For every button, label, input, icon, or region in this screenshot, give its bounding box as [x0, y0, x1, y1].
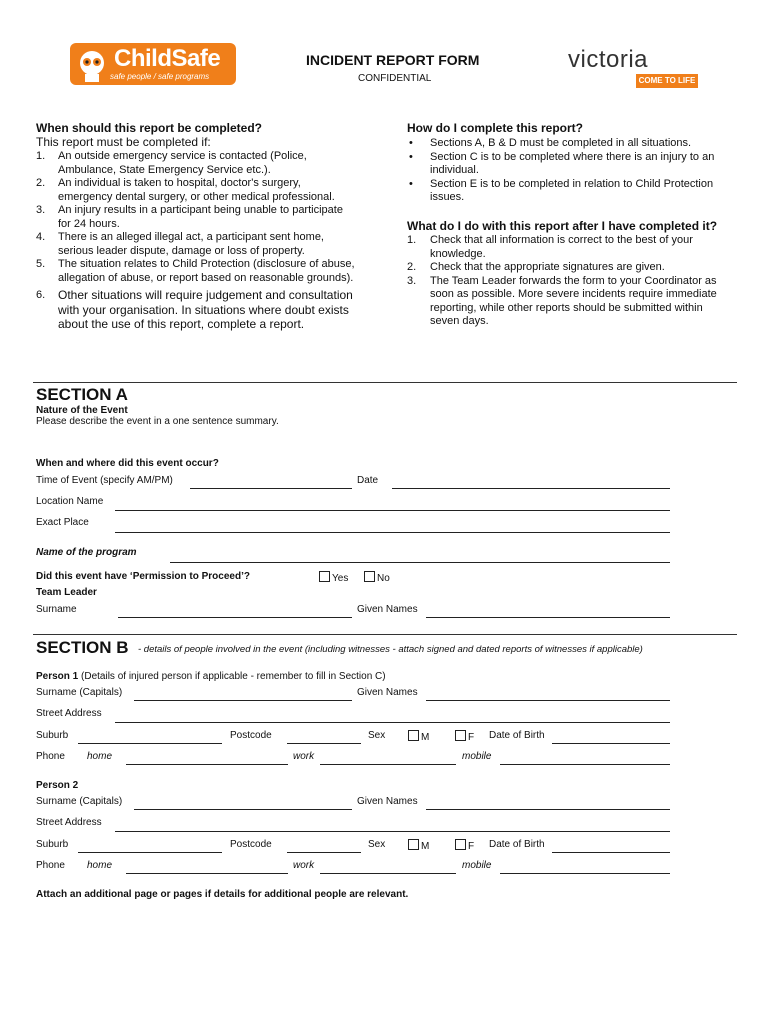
bullet-icon: •: [409, 177, 413, 190]
attach-note: Attach an additional page or pages if details for additional people are relevant.: [36, 889, 409, 900]
childsafe-logo: [70, 43, 236, 85]
p1-surname-field[interactable]: [134, 700, 352, 701]
place-field[interactable]: [115, 532, 670, 533]
victoria-logo-tagline: COME TO LIFE: [636, 74, 698, 88]
victoria-logo-word: victoria: [568, 46, 649, 73]
mobile-label: mobile: [462, 751, 492, 762]
list-item: 2. Check that the appropriate signatures are given.: [407, 261, 665, 273]
yes-checkbox[interactable]: [319, 571, 348, 584]
list-item: 1. Check that all information is correct to the best of your knowledge.: [407, 234, 693, 260]
place-label: Exact Place: [36, 517, 89, 528]
given-names-label: Given Names: [357, 604, 418, 615]
given-names-label: Given Names: [357, 796, 418, 807]
when-where-label: When and where did this event occur?: [36, 458, 219, 469]
given-names-label: Given Names: [357, 687, 418, 698]
p1-f-checkbox[interactable]: [455, 730, 474, 743]
phone-label: Phone: [36, 751, 65, 762]
list-item: 4. There is an alleged illegal act, a participant sent home, serious leader dispute, damage or loss of property.: [36, 231, 324, 257]
list-item: 6. Other situations will require judgement and consultation with your organisation. In situations where doubt exists about the use of this report, complete a report.: [36, 288, 353, 331]
list-item: 1. An outside emergency service is contacted (Police, Ambulance, State Emergency Service etc.).: [36, 150, 307, 176]
confidential-label: CONFIDENTIAL: [358, 73, 432, 84]
list-item: 3. An injury results in a participant being unable to participate for 24 hours.: [36, 204, 343, 230]
suburb-label: Suburb: [36, 730, 69, 741]
bullet-icon: •: [409, 150, 413, 163]
phone-label: Phone: [36, 860, 65, 871]
person1-note: (Details of injured person if applicable - remember to fill in Section C): [81, 671, 386, 682]
postcode-label: Postcode: [230, 839, 272, 850]
leader-given-field[interactable]: [426, 617, 670, 618]
suburb-label: Suburb: [36, 839, 69, 850]
list-item: • Section C is to be completed where there is an injury to an individual.: [409, 150, 715, 176]
mascot-icon: [74, 47, 110, 83]
home-label: home: [87, 751, 113, 762]
childsafe-logo-word: ChildSafe: [114, 45, 221, 72]
program-label: Name of the program: [36, 547, 137, 558]
list-item: • Sections A, B & D must be completed in all situations.: [409, 137, 692, 149]
p1-suburb-field[interactable]: [78, 743, 222, 744]
when-intro: This report must be completed if:: [36, 135, 211, 149]
section-b-description: - details of people involved in the event (including witnesses - attach signed and dated reports of witnesses if applicable): [138, 644, 643, 655]
divider: [33, 382, 737, 383]
nature-label: Nature of the Event: [36, 405, 128, 416]
p2-m-checkbox[interactable]: [408, 839, 429, 852]
location-label: Location Name: [36, 496, 104, 507]
work-label: work: [293, 860, 315, 871]
f-label: F: [468, 732, 475, 743]
no-checkbox[interactable]: [364, 571, 390, 584]
p2-mobile-field[interactable]: [500, 873, 670, 874]
permission-label: Did this event have ‘Permission to Proceed’?: [36, 571, 250, 582]
postcode-label: Postcode: [230, 730, 272, 741]
person1-label: Person 1: [36, 671, 79, 682]
p2-f-checkbox[interactable]: [455, 839, 474, 852]
list-item: • Section E is to be completed in relation to Child Protection issues.: [409, 177, 714, 203]
p2-home-field[interactable]: [126, 873, 288, 874]
mobile-label: mobile: [462, 860, 492, 871]
nature-hint: Please describe the event in a one sentence summary.: [36, 416, 279, 427]
person1-heading: [36, 671, 386, 682]
list-item: 3. The Team Leader forwards the form to your Coordinator as soon as possible. More severe incidents require immediate reporting, while other reports should be submitted within seven days.: [407, 274, 717, 327]
person2-label: Person 2: [36, 780, 79, 791]
time-label: Time of Event (specify AM/PM): [36, 475, 173, 486]
surname-caps-label: Surname (Capitals): [36, 687, 123, 698]
street-label: Street Address: [36, 708, 102, 719]
list-item: 5. The situation relates to Child Protection (disclosure of abuse, allegation of abuse, or report based on reasonable grounds).: [36, 258, 355, 284]
program-field[interactable]: [170, 562, 670, 563]
p1-given-field[interactable]: [426, 700, 670, 701]
leader-surname-field[interactable]: [118, 617, 352, 618]
home-label: home: [87, 860, 113, 871]
section-a-title: SECTION A: [36, 385, 128, 404]
p1-home-field[interactable]: [126, 764, 288, 765]
p1-work-field[interactable]: [320, 764, 456, 765]
p2-surname-field[interactable]: [134, 809, 352, 810]
surname-caps-label: Surname (Capitals): [36, 796, 123, 807]
dob-label: Date of Birth: [489, 839, 545, 850]
bullet-icon: •: [409, 137, 413, 149]
work-label: work: [293, 751, 315, 762]
p1-postcode-field[interactable]: [287, 743, 361, 744]
when-heading: When should this report be completed?: [36, 121, 263, 135]
p2-given-field[interactable]: [426, 809, 670, 810]
p1-m-checkbox[interactable]: [408, 730, 429, 743]
team-leader-label: Team Leader: [36, 587, 97, 598]
page-title: INCIDENT REPORT FORM: [306, 52, 480, 68]
sex-label: Sex: [368, 839, 386, 850]
p2-postcode-field[interactable]: [287, 852, 361, 853]
p1-street-field[interactable]: [115, 722, 670, 723]
p1-mobile-field[interactable]: [500, 764, 670, 765]
how-heading: How do I complete this report?: [407, 121, 584, 135]
location-field[interactable]: [115, 510, 670, 511]
section-b-title: SECTION B: [36, 638, 129, 657]
sex-label: Sex: [368, 730, 386, 741]
p2-suburb-field[interactable]: [78, 852, 222, 853]
p1-dob-field[interactable]: [552, 743, 670, 744]
list-item: 2. An individual is taken to hospital, doctor's surgery, emergency dental surgery, or other medical professional.: [36, 177, 335, 203]
yes-label: Yes: [332, 573, 349, 584]
date-field[interactable]: [392, 488, 670, 489]
p2-street-field[interactable]: [115, 831, 670, 832]
after-heading: What do I do with this report after I have completed it?: [407, 219, 718, 233]
divider: [33, 634, 737, 635]
childsafe-logo-tagline: safe people / safe programs: [110, 72, 210, 81]
no-label: No: [377, 573, 390, 584]
m-label: M: [421, 732, 430, 743]
time-field[interactable]: [190, 488, 352, 489]
f-label: F: [468, 841, 475, 852]
p2-work-field[interactable]: [320, 873, 456, 874]
date-label: Date: [357, 475, 379, 486]
street-label: Street Address: [36, 817, 102, 828]
surname-label: Surname: [36, 604, 77, 615]
m-label: M: [421, 841, 430, 852]
p2-dob-field[interactable]: [552, 852, 670, 853]
dob-label: Date of Birth: [489, 730, 545, 741]
